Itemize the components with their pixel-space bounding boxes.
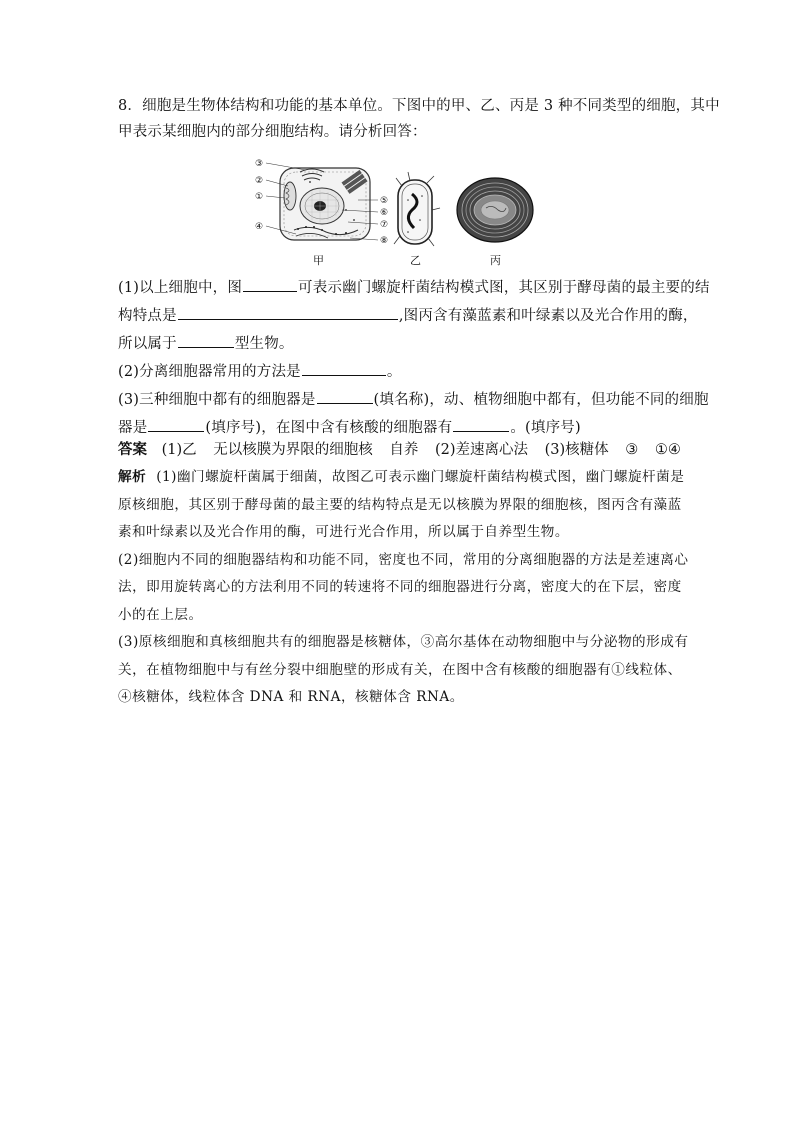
cell-bing-diagram — [457, 178, 533, 242]
caption-bing: 丙 — [490, 254, 501, 267]
cell-jia-diagram — [255, 159, 388, 246]
answer-label: 答案 — [118, 441, 147, 458]
analysis-label: 解析 — [118, 469, 147, 485]
q2-blank-method[interactable] — [302, 357, 386, 376]
q3-blank-number[interactable] — [148, 413, 204, 432]
question-number: 8． — [118, 98, 143, 114]
question-block — [118, 93, 720, 145]
analysis-line5: 法，即用旋转离心的方法利用不同的转速将不同的细胞器进行分离，密度大的在下层，密度 — [118, 579, 682, 595]
analysis-line9: ④核糖体，线粒体含 DNA 和 RNA，核糖体含 RNA。 — [118, 689, 464, 705]
subquestions-block — [118, 273, 710, 441]
q1-line1: (1)以上细胞中，图 可表示幽门螺旋杆菌结构模式图，其区别于酵母菌的最主要的结 — [118, 273, 678, 301]
label-5: ⑤ — [380, 196, 389, 206]
caption-yi: 乙 — [410, 254, 421, 267]
label-4: ④ — [255, 222, 264, 232]
analysis-line7: (3)原核细胞和真核细胞共有的细胞器是核糖体，③高尔基体在动物细胞中与分泌物的形成有 — [118, 634, 689, 650]
q2-line: (2)分离细胞器常用的方法是 。 — [118, 357, 678, 385]
analysis-line1: 解析 (1)幽门螺旋杆菌属于细菌，故图乙可表示幽门螺旋杆菌结构模式图，幽门螺旋杆菌是 — [118, 469, 685, 485]
q3-line2: 器是 (填序号)，在图中含有核酸的细胞器有 。(填序号) — [118, 413, 678, 441]
label-1: ① — [255, 192, 264, 202]
analysis-line3: 素和叶绿素以及光合作用的酶，可进行光合作用，所以属于自养型生物。 — [118, 524, 569, 540]
q1-blank-feature[interactable] — [178, 301, 398, 320]
label-2: ② — [255, 176, 264, 186]
label-3: ③ — [255, 159, 264, 169]
q1-blank-type[interactable] — [178, 329, 234, 348]
question-intro-line2: 甲表示某细胞内的部分细胞结构。请分析回答： — [118, 124, 427, 140]
answer-line: 答案 (1)乙 无以核膜为界限的细胞核 自养 (2)差速离心法 (3)核糖体 ③ ①④ — [118, 441, 681, 458]
q3-line1: (3)三种细胞中都有的细胞器是 (填名称)，动、植物细胞中都有，但功能不同的细胞 — [118, 385, 678, 413]
analysis-line6: 小的在上层。 — [118, 606, 203, 623]
cell-yi-diagram — [394, 172, 440, 246]
analysis-line8: 关，在植物细胞中与有丝分裂中细胞壁的形成有关，在图中含有核酸的细胞器有①线粒体、 — [118, 661, 682, 678]
q3-blank-nucleic[interactable] — [453, 413, 509, 432]
q1-line2: 构特点是 ,图丙含有藻蓝素和叶绿素以及光合作用的酶， — [118, 301, 678, 329]
caption-jia: 甲 — [313, 254, 324, 267]
label-8: ⑧ — [380, 236, 389, 246]
label-7: ⑦ — [380, 220, 389, 230]
cell-figure — [250, 150, 540, 268]
q1-blank-figure[interactable] — [243, 273, 297, 292]
analysis-block — [118, 464, 689, 712]
q3-blank-organelle[interactable] — [317, 385, 373, 404]
question-intro-line1: 8．细胞是生物体结构和功能的基本单位。下图中的甲、乙、丙是 3 种不同类型的细胞，其中 — [118, 98, 720, 114]
label-6: ⑥ — [380, 208, 389, 218]
q1-line3: 所以属于 型生物。 — [118, 329, 678, 357]
analysis-line4: (2)细胞内不同的细胞器结构和功能不同，密度也不同，常用的分离细胞器的方法是差速离心 — [118, 551, 689, 568]
cell-diagrams — [250, 150, 540, 268]
analysis-line2: 原核细胞，其区别于酵母菌的最主要的结构特点是无以核膜为界限的细胞核，图丙含有藻蓝 — [118, 496, 682, 513]
